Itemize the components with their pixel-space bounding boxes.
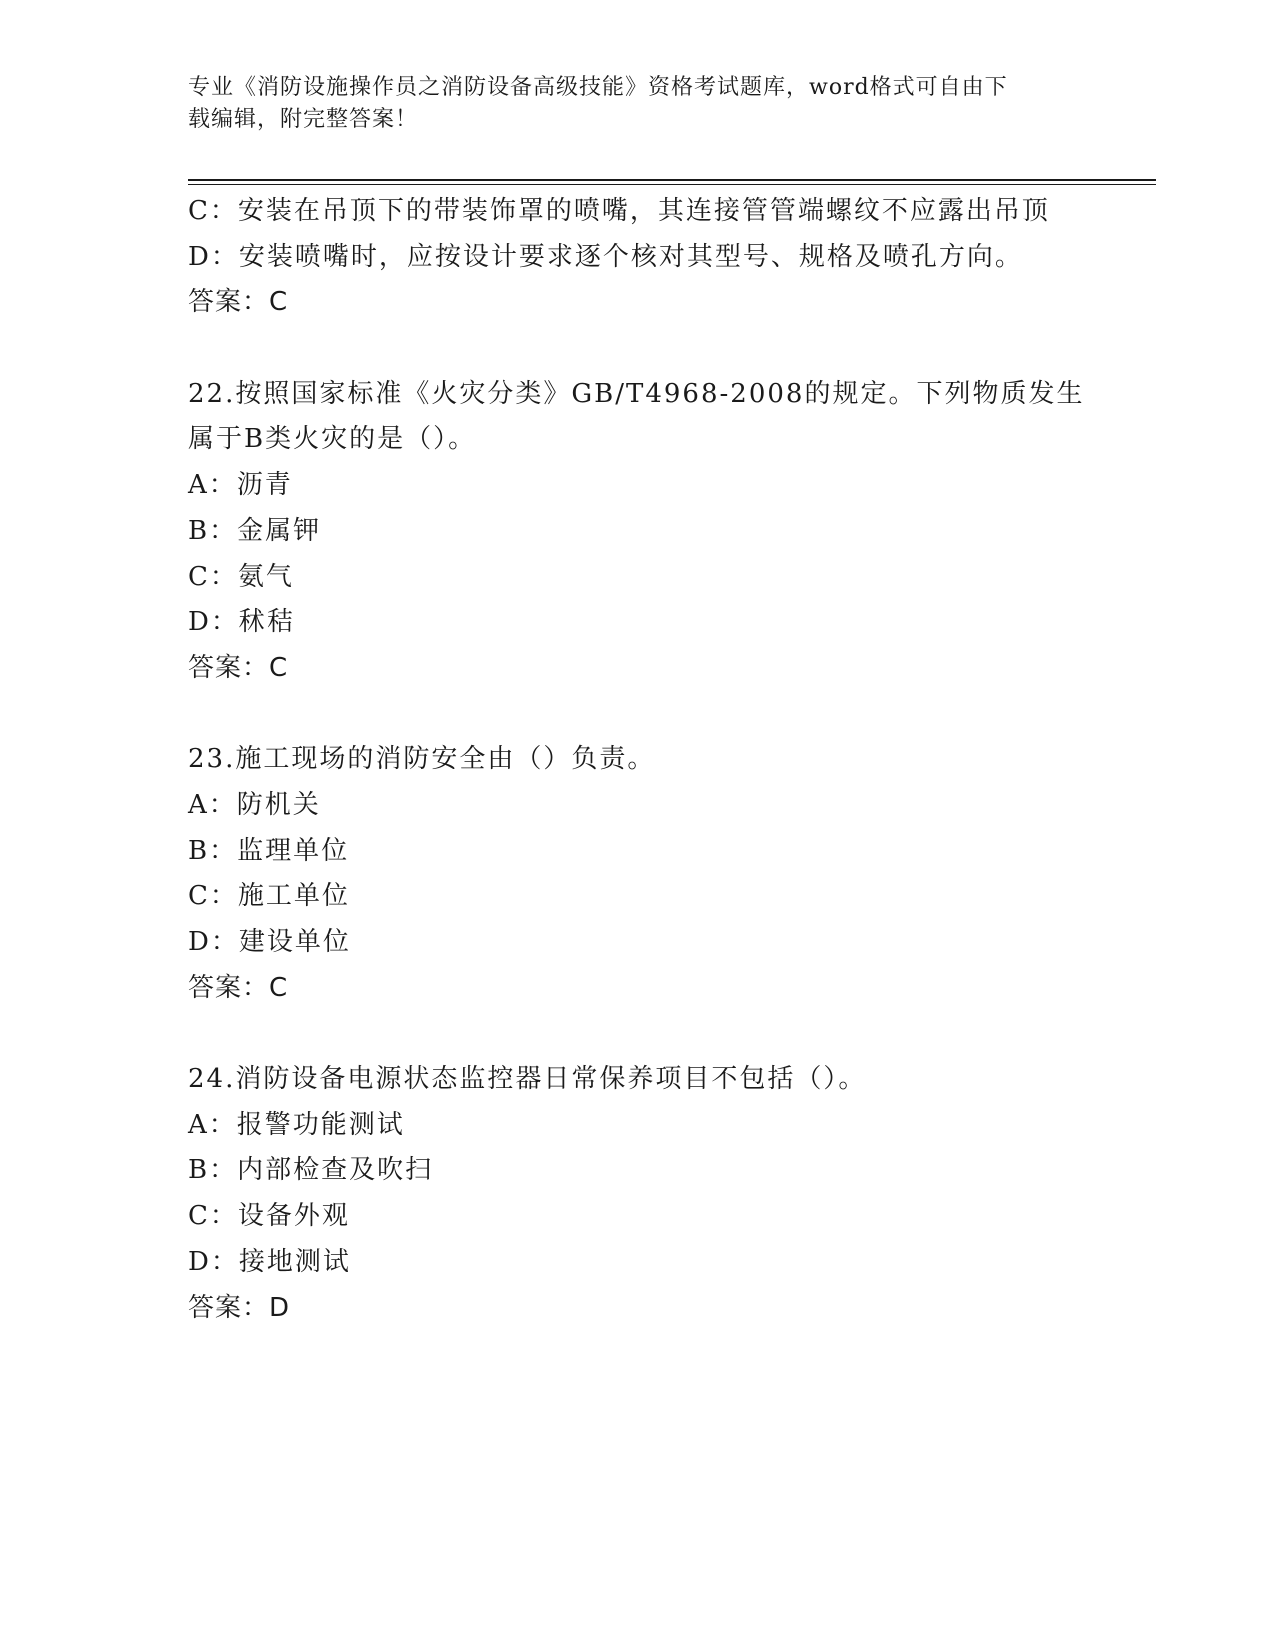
spacer [188,326,1108,372]
option-c: C：设备外观 [188,1201,350,1232]
question-23 [188,737,1108,1011]
option-b: B：监理单位 [188,835,350,866]
answer-line: 答案：C [188,972,289,1003]
question-stem: 23.施工现场的消防安全由（）负责。 [188,744,656,775]
spacer [188,692,1108,738]
option-b: B：内部检查及吹扫 [188,1155,434,1186]
question-24 [188,1057,1108,1331]
answer-line: 答案：C [188,652,289,683]
spacer [188,1011,1108,1057]
option-b: B：金属钾 [188,515,322,546]
option-a: A：报警功能测试 [188,1109,405,1140]
option-c: C：氨气 [188,561,294,592]
option-c: C：施工单位 [188,881,350,912]
option-d: D：安装喷嘴时，应按设计要求逐个核对其型号、规格及喷孔方向。 [188,241,1023,272]
question-list [188,189,1108,1331]
question-stem-continued: 属于B类火灾的是（）。 [188,424,477,455]
header-line-1: 专业《消防设施操作员之消防设备高级技能》资格考试题库，word格式可自由下 [188,75,1008,100]
option-a: A：沥青 [188,470,293,501]
header-divider-thin [188,184,1156,185]
header-line-2: 载编辑，附完整答案！ [188,107,419,132]
question-stem: 22.按照国家标准《火灾分类》GB/T4968-2008的规定。下列物质发生 [188,378,1085,409]
question-stem: 24.消防设备电源状态监控器日常保养项目不包括（）。 [188,1064,867,1095]
answer-line: 答案：D [188,1292,291,1323]
option-a: A：防机关 [188,789,321,820]
document-header [188,72,1078,136]
option-d: D：接地测试 [188,1246,351,1277]
option-d: D：秫秸 [188,607,295,638]
header-divider-thick [188,179,1156,181]
option-d: D：建设单位 [188,927,351,957]
prev-question-block [188,189,1108,326]
option-c: C：安装在吊顶下的带装饰罩的喷嘴，其连接管管端螺纹不应露出吊顶 [188,196,1050,226]
answer-line: 答案：C [188,287,289,318]
question-22 [188,372,1108,692]
